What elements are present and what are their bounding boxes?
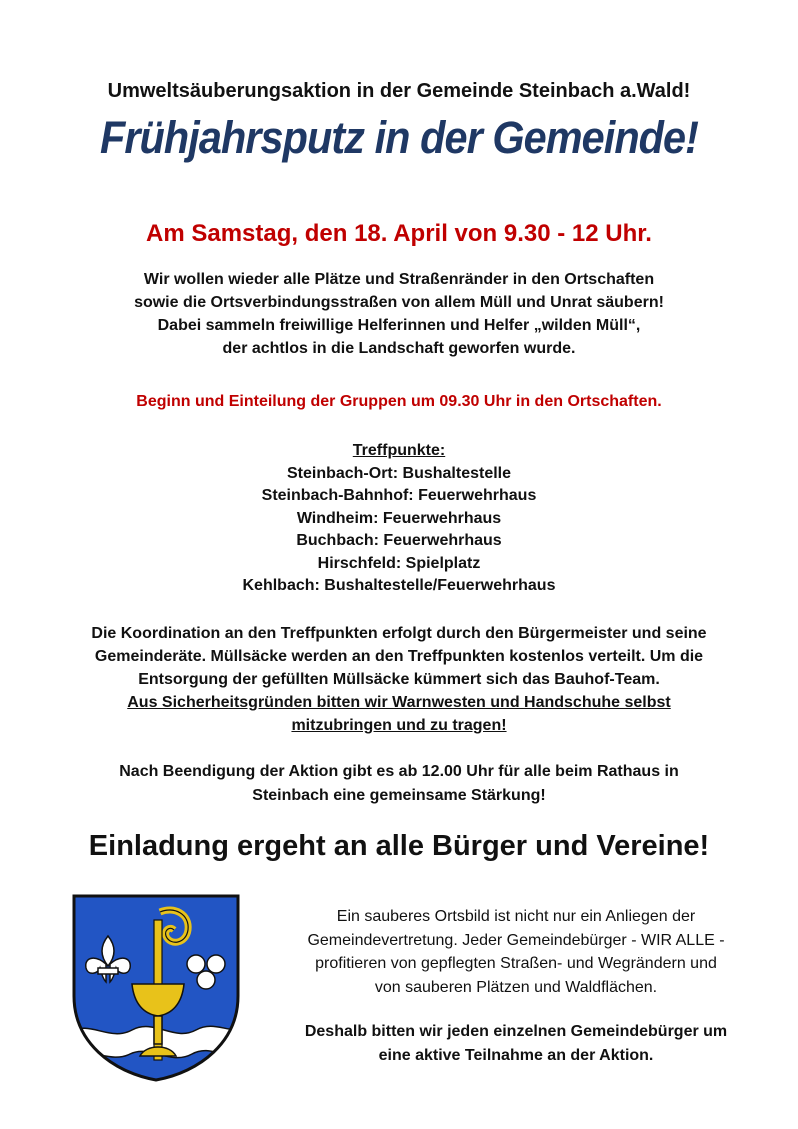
appeal-line: Deshalb bitten wir jeden einzelnen Gemeindebürger um	[304, 1023, 728, 1040]
page-title: Frühjahrsputz in der Gemeinde!	[99, 112, 699, 163]
coordination-line: Die Koordination an den Treffpunkten erfolgt durch den Bürgermeister und seine	[91, 625, 707, 642]
closing-line: von sauberen Plätzen und Waldflächen.	[374, 978, 658, 996]
meeting-points-heading: Treffpunkte:	[352, 442, 446, 459]
coordination-line: Entsorgung der gefüllten Müllsäcke kümmert sich das Bauhof-Team.	[138, 671, 660, 688]
intro-line: Wir wollen wieder alle Plätze und Straßenränder in den Ortschaften	[143, 271, 655, 288]
appeal-line: eine aktive Teilnahme an der Aktion.	[378, 1046, 654, 1064]
safety-line: Aus Sicherheitsgründen bitten wir Warnwesten und Handschuhe selbst	[127, 694, 671, 711]
ending-text	[0, 760, 798, 808]
ending-line: Steinbach eine gemeinsame Stärkung!	[252, 787, 546, 804]
intro-line: Dabei sammeln freiwillige Helferinnen und Helfer „wilden Müll“,	[157, 317, 641, 334]
coordination-text	[0, 622, 798, 737]
safety-line: mitzubringen und zu tragen!	[291, 717, 507, 734]
intro-text	[0, 268, 798, 360]
coat-of-arms-icon	[70, 892, 242, 1084]
ending-line: Nach Beendigung der Aktion gibt es ab 12.00 Uhr für alle beim Rathaus in	[119, 763, 679, 780]
intro-line: sowie die Ortsverbindungsstraßen von allem Müll und Unrat säubern!	[134, 294, 664, 311]
coordination-line: Gemeinderäte. Müllsäcke werden an den Treffpunkten kostenlos verteilt. Um die	[94, 648, 704, 665]
meeting-point-item: Steinbach-Bahnhof: Feuerwehrhaus	[261, 487, 537, 504]
closing-line: Ein sauberes Ortsbild ist nicht nur ein Anliegen der	[336, 908, 696, 925]
closing-line: profitieren von gepflegten Straßen- und Wegrändern und	[315, 955, 717, 972]
invitation-heading: Einladung ergeht an alle Bürger und Vereine!	[88, 830, 710, 862]
meeting-point-item: Buchbach: Feuerwehrhaus	[296, 532, 502, 549]
intro-line: der achtlos in die Landschaft geworfen wurde.	[222, 340, 576, 357]
meeting-point-item: Kehlbach: Bushaltestelle/Feuerwehrhaus	[242, 577, 556, 594]
event-date: Am Samstag, den 18. April von 9.30 - 12 Uhr.	[146, 220, 652, 247]
closing-appeal	[256, 1020, 776, 1067]
closing-paragraph	[256, 905, 776, 999]
meeting-point-item: Windheim: Feuerwehrhaus	[296, 509, 502, 527]
safety-notice	[0, 691, 798, 737]
meeting-point-item: Steinbach-Ort: Bushaltestelle	[286, 464, 512, 482]
start-info: Beginn und Einteilung der Gruppen um 09.30 Uhr in den Ortschaften.	[136, 393, 662, 410]
meeting-points	[0, 440, 798, 598]
meeting-point-item: Hirschfeld: Spielplatz	[317, 554, 481, 572]
event-subtitle: Umweltsäuberungsaktion in der Gemeinde Steinbach a.Wald!	[107, 80, 691, 102]
closing-line: Gemeindevertretung. Jeder Gemeindebürger - WIR ALLE -	[307, 931, 725, 949]
